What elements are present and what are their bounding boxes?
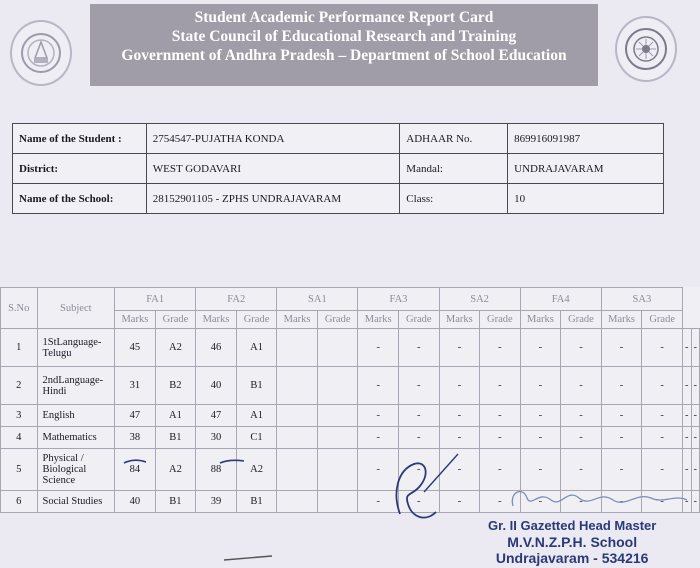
fa2-grade-cell: B1 [236, 367, 277, 405]
empty-mark-cell: - [561, 449, 602, 491]
sub-marks: Marks [277, 311, 318, 329]
empty-mark-cell: - [399, 491, 440, 513]
col-sa1: SA1 [277, 288, 358, 311]
sub-marks: Marks [358, 311, 399, 329]
aadhaar-value: 869916091987 [508, 124, 664, 154]
empty-mark-cell: - [439, 427, 480, 449]
ap-government-emblem [10, 20, 72, 86]
empty-mark-cell: - [601, 491, 642, 513]
fa1-marks-cell: 40 [115, 491, 156, 513]
fa2-marks-cell: 30 [196, 427, 237, 449]
empty-mark-cell: - [399, 449, 440, 491]
empty-mark-cell: - [642, 405, 683, 427]
empty-mark-cell: - [691, 449, 700, 491]
empty-mark-cell: - [480, 405, 521, 427]
class-value: 10 [508, 184, 664, 214]
empty-mark-cell: - [480, 427, 521, 449]
empty-mark-cell: - [480, 367, 521, 405]
col-sno: S.No [1, 288, 38, 329]
empty-mark-cell: - [683, 491, 692, 513]
sa1-empty-cell [317, 491, 358, 513]
table-row [1, 427, 700, 449]
empty-mark-cell: - [358, 449, 399, 491]
table-row [1, 329, 700, 367]
student-name-value: 2754547-PUJATHA KONDA [146, 124, 400, 154]
sub-grade: Grade [561, 311, 602, 329]
empty-mark-cell: - [399, 427, 440, 449]
sub-marks: Marks [196, 311, 237, 329]
fa1-marks-cell: 47 [115, 405, 156, 427]
empty-mark-cell: - [480, 329, 521, 367]
empty-mark-cell: - [683, 367, 692, 405]
empty-mark-cell: - [683, 427, 692, 449]
pen-underline-marks [120, 455, 250, 469]
col-fa3: FA3 [358, 288, 439, 311]
empty-mark-cell: - [399, 329, 440, 367]
header-council: State Council of Educational Research and Training [171, 28, 517, 45]
mandal-label: Mandal: [400, 154, 508, 184]
empty-mark-cell: - [561, 491, 602, 513]
empty-mark-cell: - [642, 427, 683, 449]
fa1-marks-cell: 84 [115, 449, 156, 491]
head-master-signature [505, 478, 695, 518]
sa1-empty-cell [277, 405, 318, 427]
col-fa1: FA1 [115, 288, 196, 311]
empty-mark-cell: - [691, 491, 700, 513]
empty-mark-cell: - [480, 491, 521, 513]
empty-mark-cell: - [358, 427, 399, 449]
fa2-marks-cell: 47 [196, 405, 237, 427]
district-label: District: [13, 154, 147, 184]
subject-cell: Mathematics [37, 427, 115, 449]
head-master-stamp [488, 518, 656, 566]
empty-mark-cell: - [439, 449, 480, 491]
empty-mark-cell: - [691, 427, 700, 449]
info-row-district [13, 154, 664, 184]
empty-mark-cell: - [358, 491, 399, 513]
info-row-name [13, 124, 664, 154]
fa2-grade-cell: A2 [236, 449, 277, 491]
fa2-grade-cell: A1 [236, 405, 277, 427]
sno-cell: 2 [1, 367, 38, 405]
empty-mark-cell: - [358, 329, 399, 367]
bottom-pen-stroke [220, 552, 280, 564]
empty-mark-cell: - [601, 329, 642, 367]
sa1-empty-cell [317, 405, 358, 427]
empty-mark-cell: - [480, 449, 521, 491]
empty-mark-cell: - [601, 405, 642, 427]
empty-mark-cell: - [642, 329, 683, 367]
sub-marks: Marks [520, 311, 561, 329]
student-name-label: Name of the Student : [13, 124, 147, 154]
empty-mark-cell: - [439, 405, 480, 427]
sno-cell: 1 [1, 329, 38, 367]
empty-mark-cell: - [520, 427, 561, 449]
sub-grade: Grade [317, 311, 358, 329]
fa2-grade-cell: C1 [236, 427, 277, 449]
fa1-grade-cell: A1 [155, 405, 196, 427]
sub-marks: Marks [439, 311, 480, 329]
fa2-marks-cell: 46 [196, 329, 237, 367]
subject-cell: English [37, 405, 115, 427]
col-sa2: SA2 [439, 288, 520, 311]
fa1-marks-cell: 31 [115, 367, 156, 405]
empty-mark-cell: - [439, 491, 480, 513]
empty-mark-cell: - [601, 427, 642, 449]
class-label: Class: [400, 184, 508, 214]
empty-mark-cell: - [399, 367, 440, 405]
sa1-empty-cell [317, 367, 358, 405]
empty-mark-cell: - [642, 449, 683, 491]
district-value: WEST GODAVARI [146, 154, 400, 184]
empty-mark-cell: - [601, 449, 642, 491]
fa1-marks-cell: 38 [115, 427, 156, 449]
subject-cell: 2ndLanguage-Hindi [37, 367, 115, 405]
sub-grade: Grade [236, 311, 277, 329]
fa2-marks-cell: 88 [196, 449, 237, 491]
sub-grade: Grade [155, 311, 196, 329]
empty-mark-cell: - [439, 367, 480, 405]
header-title: Student Academic Performance Report Card [194, 9, 494, 26]
empty-mark-cell: - [520, 449, 561, 491]
info-row-school [13, 184, 664, 214]
fa2-grade-cell: B1 [236, 491, 277, 513]
subject-cell: 1StLanguage-Telugu [37, 329, 115, 367]
sub-grade: Grade [642, 311, 683, 329]
sno-cell: 5 [1, 449, 38, 491]
empty-mark-cell: - [642, 491, 683, 513]
empty-mark-cell: - [520, 405, 561, 427]
empty-mark-cell: - [601, 367, 642, 405]
sa1-empty-cell [277, 449, 318, 491]
empty-mark-cell: - [520, 491, 561, 513]
empty-mark-cell: - [691, 367, 700, 405]
fa1-grade-cell: A2 [155, 449, 196, 491]
empty-mark-cell: - [683, 449, 692, 491]
fa1-marks-cell: 45 [115, 329, 156, 367]
mandal-value: UNDRAJAVARAM [508, 154, 664, 184]
scert-logo-icon [623, 24, 669, 74]
school-label: Name of the School: [13, 184, 147, 214]
school-value: 28152901105 - ZPHS UNDRAJAVARAM [146, 184, 400, 214]
fa2-grade-cell: A1 [236, 329, 277, 367]
empty-mark-cell: - [691, 329, 700, 367]
empty-mark-cell: - [399, 405, 440, 427]
sno-cell: 4 [1, 427, 38, 449]
stamp-place: Undrajavaram - 534216 [495, 550, 649, 566]
empty-mark-cell: - [439, 329, 480, 367]
col-fa2: FA2 [196, 288, 277, 311]
sa1-empty-cell [277, 329, 318, 367]
fa1-grade-cell: B2 [155, 367, 196, 405]
empty-mark-cell: - [691, 405, 700, 427]
initial-scribble [378, 452, 468, 532]
fa2-marks-cell: 39 [196, 491, 237, 513]
student-info-table [12, 123, 664, 214]
empty-mark-cell: - [683, 329, 692, 367]
sa1-empty-cell [317, 449, 358, 491]
sa1-empty-cell [277, 427, 318, 449]
col-subject: Subject [37, 288, 115, 329]
empty-mark-cell: - [683, 405, 692, 427]
sub-grade: Grade [399, 311, 440, 329]
subject-cell: Physical / Biological Science [37, 449, 115, 491]
table-row [1, 367, 700, 405]
empty-mark-cell: - [561, 329, 602, 367]
sa1-empty-cell [277, 491, 318, 513]
stamp-school: M.V.N.Z.P.H. School [507, 534, 638, 550]
table-row [1, 405, 700, 427]
subject-cell: Social Studies [37, 491, 115, 513]
sa1-empty-cell [317, 427, 358, 449]
sa1-empty-cell [317, 329, 358, 367]
scert-emblem [615, 16, 677, 82]
fa1-grade-cell: A2 [155, 329, 196, 367]
fa2-marks-cell: 40 [196, 367, 237, 405]
empty-mark-cell: - [520, 329, 561, 367]
col-sa3: SA3 [601, 288, 682, 311]
empty-mark-cell: - [520, 367, 561, 405]
stamp-title: Gr. II Gazetted Head Master [488, 518, 657, 533]
aadhaar-label: ADHAAR No. [400, 124, 508, 154]
fa1-grade-cell: B1 [155, 491, 196, 513]
marks-header-row [1, 288, 700, 311]
empty-mark-cell: - [358, 405, 399, 427]
sno-cell: 3 [1, 405, 38, 427]
sub-marks: Marks [115, 311, 156, 329]
fa1-grade-cell: B1 [155, 427, 196, 449]
ap-emblem-icon [18, 28, 64, 78]
sno-cell: 6 [1, 491, 38, 513]
sub-grade: Grade [480, 311, 521, 329]
empty-mark-cell: - [358, 367, 399, 405]
empty-mark-cell: - [642, 367, 683, 405]
empty-mark-cell: - [561, 367, 602, 405]
header-department: Government of Andhra Pradesh – Department of School Education [121, 47, 567, 64]
empty-mark-cell: - [561, 427, 602, 449]
sa1-empty-cell [277, 367, 318, 405]
col-fa4: FA4 [520, 288, 601, 311]
sub-marks: Marks [601, 311, 642, 329]
empty-mark-cell: - [561, 405, 602, 427]
report-card-header [90, 4, 598, 86]
